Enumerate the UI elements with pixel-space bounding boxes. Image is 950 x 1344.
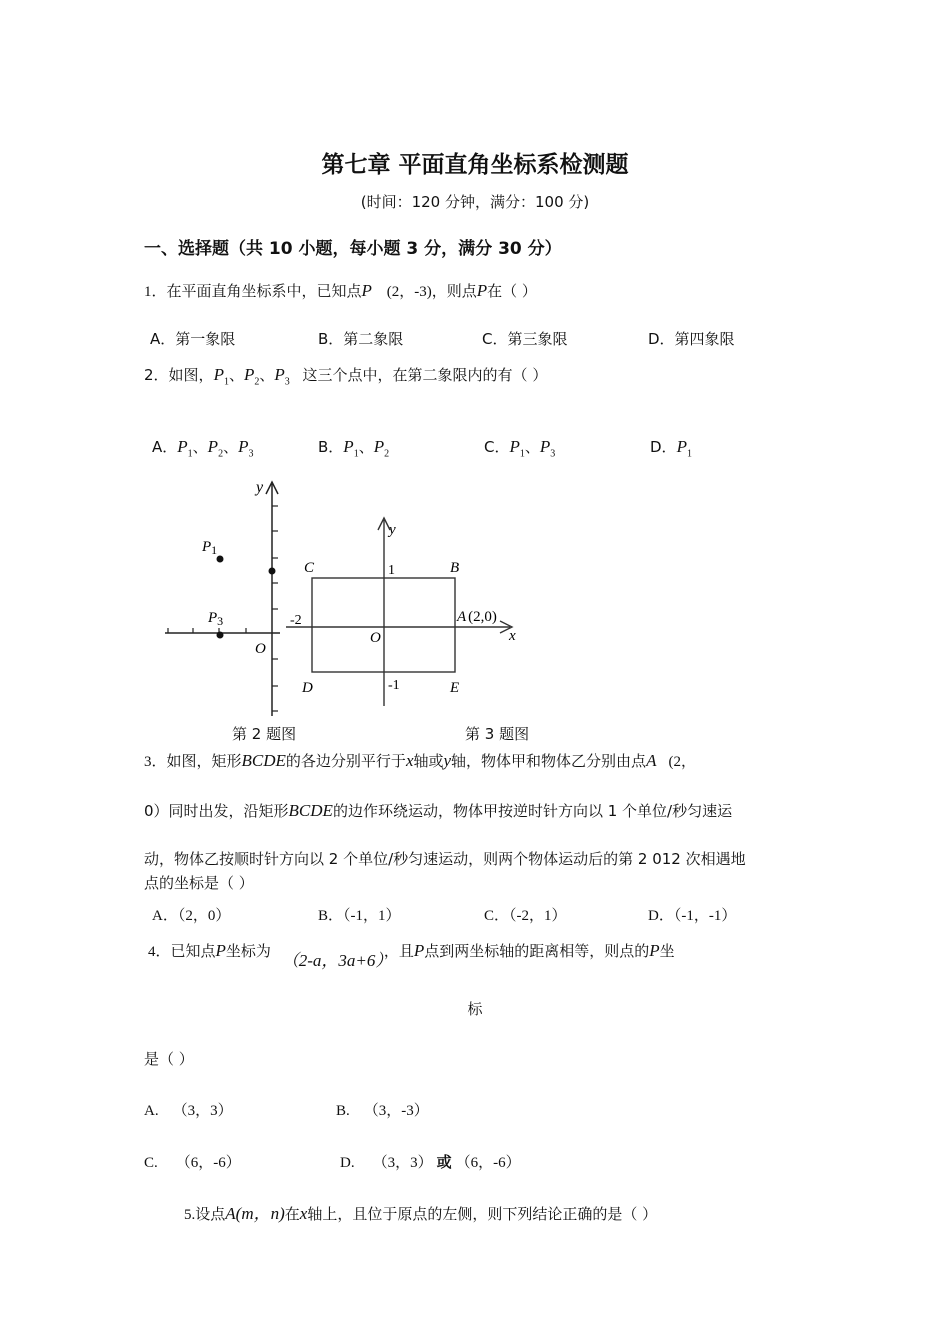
q2-number: 2． (144, 366, 169, 384)
q3-option-c[interactable]: C．（-2，1） (484, 908, 567, 924)
fig3-caption: 第 3 题图 (465, 725, 530, 743)
question-5 (184, 1199, 657, 1224)
section-heading: 一、选择题（共 10 小题，每小题 3 分，满分 30 分） (144, 239, 562, 259)
q4-line-mid: 标 (467, 1000, 483, 1018)
q3-a: A (646, 751, 657, 770)
fig3-c-label: C (304, 560, 315, 576)
q2-option-c[interactable] (484, 436, 555, 459)
q5-x: x (299, 1204, 308, 1223)
q3-line2-a: 0）同时出发，沿矩形 (144, 802, 289, 820)
q4-option-d[interactable] (340, 1151, 521, 1172)
q1-number: 1． (144, 284, 167, 300)
fig3-tick-neg2: -2 (290, 613, 302, 628)
q4-expression: （2-a，3a+6） (281, 951, 384, 970)
q1-var-p2: P (476, 281, 488, 300)
fig3-y-label: y (389, 522, 396, 538)
q1-option-c[interactable]: C．第三象限 (482, 330, 568, 348)
q2-sep: 、 (228, 366, 244, 384)
figure-3 (284, 514, 524, 710)
q3-text-b: 的各边分别平行于 (285, 752, 406, 770)
question-1 (144, 280, 537, 301)
figure-2 (160, 476, 280, 721)
q2-p3: $P_3$ (274, 365, 290, 388)
q2-opt-b-p1: $P_1$ (343, 437, 359, 460)
q3-bcde: BCDE (241, 751, 286, 770)
q2-p1: $P_1$ (213, 365, 229, 388)
question-3-line-2 (144, 800, 732, 821)
q5-text-a: 设点 (195, 1205, 226, 1223)
q2-p2: $P_2$ (243, 365, 260, 388)
q3-option-b[interactable]: B．（-1，1） (318, 908, 401, 924)
q4-option-a-label: A. (144, 1103, 159, 1119)
q2-sep: 、 (223, 438, 239, 456)
q4-number: 4． (148, 944, 171, 960)
q3-text-d: 轴，物体甲和物体乙分别由点 (451, 752, 647, 770)
q5-number: 5. (184, 1207, 196, 1223)
question-3-line-3: 动，物体乙按顺时针方向以 2 个单位/秒匀速运动，则两个物体运动后的第 2 012 次相遇地 (144, 850, 746, 868)
fig2-y-ticks (272, 506, 278, 711)
q5-coord: (m，n) (235, 1204, 285, 1223)
q4-option-b[interactable] (336, 1099, 429, 1120)
q1-text-b: ，则点 (431, 282, 477, 300)
q2-opt-d-p1: $P_1$ (676, 437, 692, 460)
q4-text-a: 已知点 (170, 942, 216, 960)
q4-option-c[interactable] (144, 1151, 241, 1172)
q2-sep: 、 (358, 438, 374, 456)
question-2 (144, 364, 547, 387)
q2-option-b[interactable] (318, 436, 389, 459)
q4-option-a-value: （3，3） (172, 1103, 233, 1119)
q2-sep: 、 (192, 438, 208, 456)
fig3-origin-label: O (370, 630, 381, 646)
question-4-line-1 (148, 936, 675, 970)
fig3-b-label: B (450, 560, 460, 576)
fig2-point-p1 (217, 556, 224, 563)
q3-text-a: 如图，矩形 (166, 752, 242, 770)
q4-p-3: P (649, 941, 660, 960)
q4-option-c-label: C. (144, 1155, 158, 1171)
q2-option-d-label: D． (650, 438, 677, 456)
fig3-e-label: E (450, 680, 460, 696)
q1-text-c: 在（ ） (487, 282, 537, 300)
q2-text-a: 如图， (168, 366, 214, 384)
q5-a: A (225, 1204, 236, 1223)
q5-text-b: 在 (284, 1205, 300, 1223)
fig2-point-p2 (269, 568, 276, 575)
q1-coord: (2，-3) (386, 284, 432, 300)
page-title: 第七章 平面直角坐标系检测题 (321, 152, 629, 178)
q4-text-c: ，且 (383, 942, 414, 960)
q4-option-d-value-2: （6，-6） (455, 1155, 521, 1171)
q2-sep: 、 (259, 366, 275, 384)
fig2-caption: 第 2 题图 (232, 725, 297, 743)
q4-text-b: 坐标为 (225, 942, 271, 960)
q1-option-b[interactable]: B．第二象限 (318, 330, 404, 348)
fig3-tick-neg1: -1 (388, 678, 400, 693)
q3-bcde-2: BCDE (288, 801, 333, 820)
q2-opt-a-p2: $P_2$ (207, 437, 224, 460)
q1-var-p: P (361, 281, 372, 300)
q4-option-a[interactable] (144, 1099, 233, 1120)
q3-y: y (443, 751, 452, 770)
q2-opt-c-p3: $P_3$ (539, 437, 556, 460)
fig2-p3-label: $P_3$ (208, 610, 224, 628)
fig2-point-p3 (217, 632, 224, 639)
q5-text-c: 轴上，且位于原点的左侧，则下列结论正确的是（ ） (307, 1205, 658, 1223)
q2-text-b: 这三个点中，在第二象限内的有（ ） (302, 366, 548, 384)
fig3-x-label: x (509, 628, 516, 644)
q3-text-e: (2， (668, 754, 696, 770)
q1-text: 在平面直角坐标系中，已知点 (166, 282, 362, 300)
q3-x: x (405, 751, 414, 770)
q1-option-a[interactable]: A．第一象限 (150, 330, 236, 348)
q4-option-d-or: 或 (436, 1153, 452, 1171)
q2-opt-a-p1: $P_1$ (177, 437, 193, 460)
q1-option-d[interactable]: D．第四象限 (648, 330, 735, 348)
q4-option-d-label: D. (340, 1155, 355, 1171)
q2-sep: 、 (524, 438, 540, 456)
q4-option-b-label: B. (336, 1103, 350, 1119)
q4-text-e: 坐 (659, 942, 675, 960)
fig2-y-label: y (256, 479, 264, 496)
q4-option-c-value: （6，-6） (175, 1155, 241, 1171)
exam-time-info: (时间：120 分钟，满分：100 分) (360, 193, 590, 211)
fig2-p1-label: $P_1$ (202, 539, 218, 557)
q2-opt-b-p2: $P_2$ (373, 437, 390, 460)
q2-opt-c-p1: $P_1$ (509, 437, 525, 460)
question-3-line-1 (144, 750, 696, 771)
question-3-line-4: 点的坐标是（ ） (144, 874, 254, 892)
fig3-d-label: D (302, 680, 313, 696)
q4-line-b: 是（ ） (144, 1050, 194, 1068)
fig3-tick-1: 1 (388, 563, 395, 578)
q2-option-b-label: B． (318, 438, 344, 456)
q3-option-d[interactable]: D．（-1，-1） (648, 908, 737, 924)
q4-p-2: P (413, 941, 425, 960)
q4-p: P (215, 941, 226, 960)
q3-text-c: 轴或 (413, 752, 444, 770)
q2-option-a[interactable] (152, 436, 253, 459)
q4-option-d-value-1: （3，3） (372, 1155, 433, 1171)
q3-number: 3． (144, 754, 167, 770)
q2-opt-a-p3: $P_3$ (238, 437, 254, 460)
q3-option-a[interactable]: A．（2，0） (152, 908, 231, 924)
q3-line2-b: 的边作环绕运动，物体甲按逆时针方向以 1 个单位/秒匀速运 (332, 802, 733, 820)
q2-option-d[interactable] (650, 436, 692, 459)
fig2-origin-label: O (255, 641, 266, 657)
q2-option-c-label: C． (484, 438, 510, 456)
q4-option-b-value: （3，-3） (363, 1103, 429, 1119)
q2-option-a-label: A． (152, 438, 178, 456)
q4-text-d: 点到两坐标轴的距离相等，则点的 (424, 942, 650, 960)
fig3-a-label: A (2,0) (457, 609, 497, 625)
